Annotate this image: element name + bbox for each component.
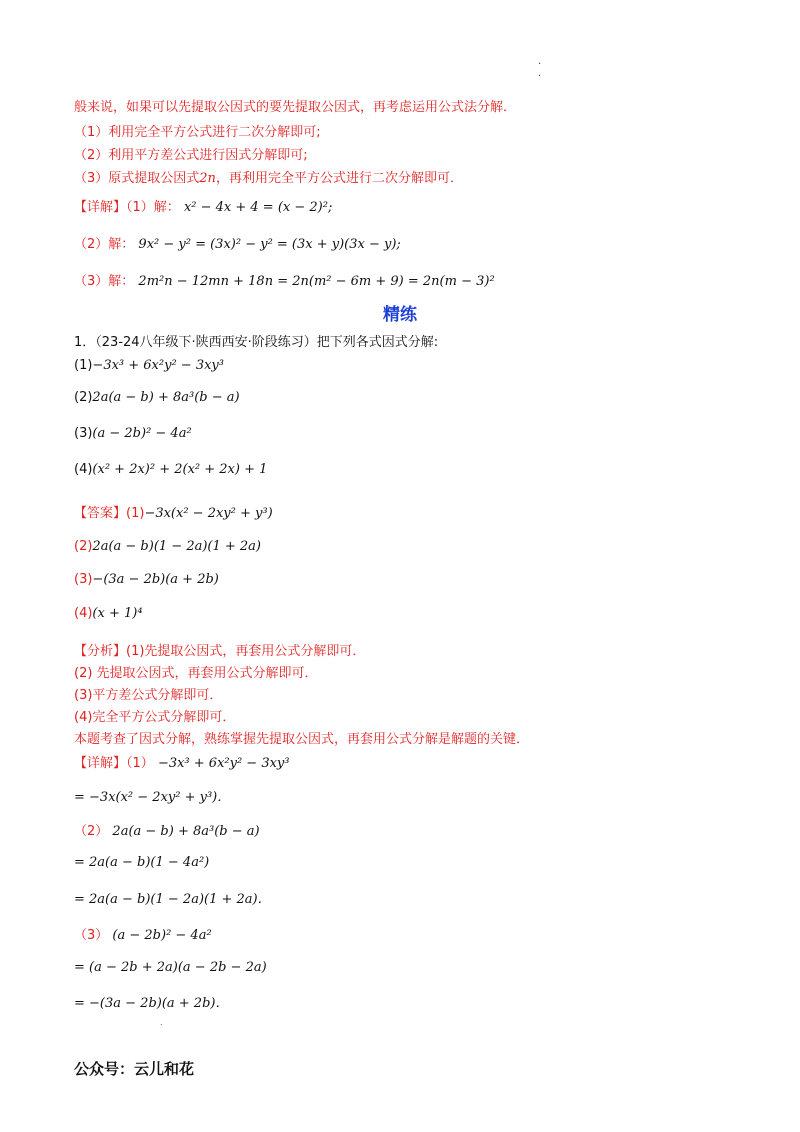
- answer-1-num: (1): [126, 506, 145, 521]
- question-2-num: (2): [74, 390, 93, 405]
- answer-2-expr: 2a(a − b)(1 − 2a)(1 + 2a): [92, 539, 262, 554]
- solution-line-6: [74, 924, 212, 943]
- answer-4-expr: (x + 1)⁴: [92, 606, 143, 621]
- detail-3-math: 2m²n − 12mn + 18n = 2n(m² − 6m + 9) = 2n(m − 3)²: [138, 274, 495, 289]
- solution-3-label: （2）: [74, 824, 109, 839]
- solution-3-expr: 2a(a − b) + 8a³(b − a): [112, 824, 260, 839]
- question-3-num: (3): [74, 426, 93, 441]
- detail-tag: 【详解】: [74, 200, 127, 215]
- solution-8-expr: = −(3a − 2b)(a + 2b)．: [74, 996, 229, 1011]
- solution-5-expr: = 2a(a − b)(1 − 2a)(1 + 2a)．: [74, 892, 271, 907]
- question-4-expr: (x² + 2x)² + 2(x² + 2x) + 1: [92, 462, 268, 477]
- solution-line-3: [74, 820, 260, 839]
- solution-line-2: [74, 786, 230, 805]
- analysis-1-text: (1)先提取公因式，再套用公式分解即可．: [126, 644, 366, 659]
- intro-line-4-math: 2n: [199, 171, 216, 186]
- solution-1-label: （1）: [126, 756, 154, 771]
- analysis-line-1: [74, 640, 365, 659]
- intro-line-1: 般来说，如果可以先提取公因式的要先提取公因式，再考虑运用公式法分解．: [74, 100, 517, 115]
- solution-4-expr: = 2a(a − b)(1 − 4a²): [74, 855, 210, 870]
- answer-3-num: (3): [74, 572, 93, 587]
- intro-line-3: （2）利用平方差公式进行因式分解即可;: [74, 148, 308, 163]
- answer-2: [74, 539, 261, 554]
- question-1-num: (1): [74, 358, 93, 373]
- detail-2-label: （2）解：: [74, 237, 135, 252]
- solution-6-expr: (a − 2b)² − 4a²: [112, 928, 212, 943]
- analysis-line-5: 本题考查了因式分解，熟练掌握先提取公因式，再套用公式分解是解题的关键．: [74, 732, 530, 747]
- solution-1-expr: −3x³ + 6x²y² − 3xy³: [157, 756, 290, 771]
- answer-1: [74, 502, 273, 521]
- answer-1-expr: −3x(x² − 2xy² + y³): [144, 506, 273, 521]
- question-2: [74, 390, 240, 405]
- intro-line-2: （1）利用完全平方公式进行二次分解即可;: [74, 125, 321, 140]
- analysis-line-2: (2) 先提取公因式，再套用公式分解即可．: [74, 666, 318, 681]
- intro-line-4: [74, 167, 463, 186]
- answer-3-expr: −(3a − 2b)(a + 2b): [92, 572, 219, 587]
- solution-7-expr: = (a − 2b + 2a)(a − 2b − 2a): [74, 960, 267, 975]
- question-3: [74, 426, 192, 441]
- question-4: [74, 462, 267, 477]
- question-header: 1．（23-24八年级下·陕西西安·阶段练习）把下列各式因式分解:: [74, 335, 439, 350]
- intro-line-4-tail: ，再利用完全平方公式进行二次分解即可．: [215, 171, 463, 186]
- analysis-line-4: (4)完全平方公式分解即可．: [74, 710, 236, 725]
- detail-line-2: [74, 233, 401, 252]
- solution-line-7: [74, 960, 267, 975]
- solution-tag: 【详解】: [74, 756, 127, 771]
- question-1: [74, 358, 224, 373]
- answer-2-num: (2): [74, 539, 93, 554]
- analysis-tag: 【分析】: [74, 644, 127, 659]
- solution-line-8: [74, 992, 228, 1011]
- question-3-expr: (a − 2b)² − 4a²: [92, 426, 192, 441]
- answer-4: [74, 606, 143, 621]
- solution-line-5: [74, 888, 271, 907]
- answer-tag: 【答案】: [74, 506, 127, 521]
- section-title: 精练: [383, 305, 417, 325]
- corner-marks: . .: [538, 56, 542, 79]
- footer-text: 公众号：云儿和花: [74, 1060, 195, 1078]
- intro-line-4-text: （3）原式提取公因式: [74, 171, 200, 186]
- detail-2-math: 9x² − y² = (3x)² − y² = (3x + y)(3x − y);: [138, 237, 401, 252]
- analysis-line-3: (3)平方差公式分解即可．: [74, 688, 223, 703]
- detail-1-math: x² − 4x + 4 = (x − 2)²;: [183, 200, 333, 215]
- tiny-dot: .: [160, 1018, 163, 1027]
- solution-2-expr: = −3x(x² − 2xy² + y³)．: [74, 790, 231, 805]
- solution-6-label: （3）: [74, 928, 109, 943]
- solution-line-1: [74, 752, 290, 771]
- question-4-num: (4): [74, 462, 93, 477]
- question-1-expr: −3x³ + 6x²y² − 3xy³: [92, 358, 224, 373]
- answer-3: [74, 572, 219, 587]
- detail-3-label: （3）解：: [74, 274, 135, 289]
- question-2-expr: 2a(a − b) + 8a³(b − a): [92, 390, 240, 405]
- detail-line-1: [74, 196, 332, 215]
- solution-line-4: [74, 855, 209, 870]
- detail-1-label: （1）解：: [126, 200, 180, 215]
- answer-4-num: (4): [74, 606, 93, 621]
- detail-line-3: [74, 270, 495, 289]
